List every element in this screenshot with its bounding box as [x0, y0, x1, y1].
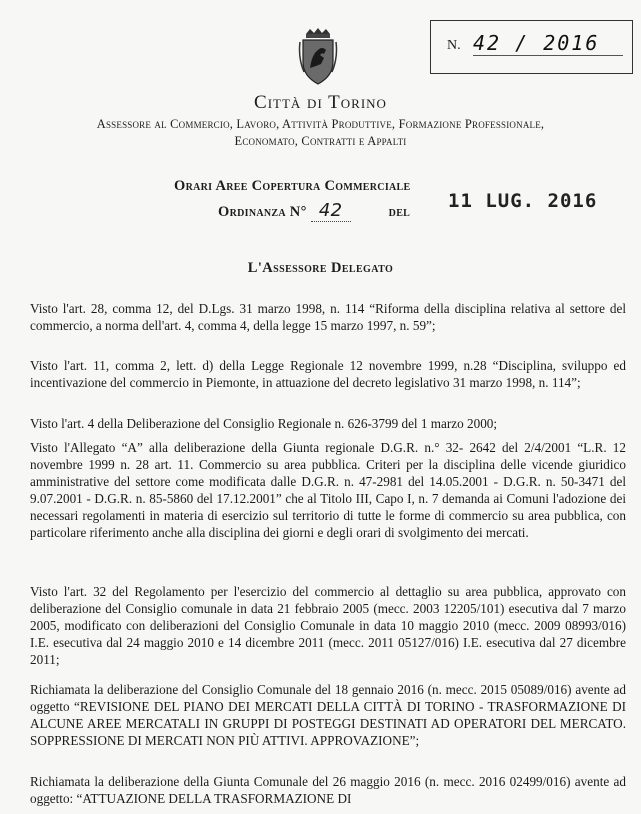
- city-crest-icon: [298, 28, 338, 86]
- number-value: 42 / 2016: [473, 31, 623, 56]
- department-line-2: Economato, Contratti e Appalti: [234, 134, 407, 148]
- section-heading: L'Assessore Delegato: [247, 260, 394, 276]
- paragraph: Visto l'art. 11, comma 2, lett. d) della Legge Regionale 12 novembre 1999, n.28 “Disciplina, sviluppo ed incentivazione del commercio in Piemonte, in attuazione del decreto legislativo 31 marzo 1998, n. 114”;: [30, 358, 626, 390]
- paragraph: Richiamata la deliberazione del Consiglio Comunale del 18 gennaio 2016 (n. mecc. 2015 05089/016) avente ad oggetto “REVISIONE DEL PIANO DEI MERCATI DELLA CITTÀ DI TORINO - TRASFORMAZIONE DI ALCUNE AREE MERCATALI IN GRUPPI DI POSTEGGI DESTINATI AD OPERATORI DEL MERCATO. SOPPRESSIONE DI MERCATI NON PIÙ ATTIVI. APPROVAZIONE”;: [30, 682, 626, 748]
- paragraph: Visto l'art. 4 della Deliberazione del Consiglio Regionale n. 626-3799 del 1 marzo 2000;: [30, 416, 498, 431]
- paragraph: Richiamata la deliberazione della Giunta Comunale del 26 maggio 2016 (n. mecc. 2016 02499/016) avente ad oggetto: “ATTUAZIONE DELLA TRASFORMAZIONE DI: [30, 774, 626, 806]
- paragraph: Visto l'art. 28, comma 12, del D.Lgs. 31 marzo 1998, n. 114 “Riforma della disciplina relativa al settore del commercio, a norma dell'art. 4, comma 4, della legge 15 marzo 1997, n. 59”;: [30, 301, 626, 333]
- ordinanza-number: 42: [311, 200, 351, 222]
- ordinanza-label: Ordinanza N°: [218, 204, 307, 220]
- department-line-1: Assessore al Commercio, Lavoro, Attività Produttive, Formazione Professionale,: [96, 117, 545, 131]
- del-label: del: [388, 204, 411, 220]
- number-label: N.: [447, 38, 461, 53]
- ordinanza-line: [218, 200, 410, 222]
- document-subject: Orari Aree Copertura Commerciale: [174, 178, 411, 194]
- paragraph: Visto l'Allegato “A” alla deliberazione della Giunta regionale D.G.R. n.° 32- 2642 del 2/4/2001 “L.R. 12 novembre 1999 n. 28 art. 11. Commercio su area pubblica. Criteri per la disciplina delle vicende giuridico amministrative del settore come modificata dalle D.G.R. n. 47-2981 del 14.05.2001 - D.G.R. n. 50-3471 del 9.07.2001 - D.G.R. n. 85-5860 del 17.12.2001” che al Titolo III, Capo I, n. 7 demanda ai Comuni l'adozione dei necessari regolamenti in materia di esercizio sul territorio di tutte le forme di commercio su area pubblica, con particolare riferimento anche alla disciplina dei giorni e degli orari di svolgimento dei mercati.: [30, 440, 626, 540]
- date-stamp: 11 LUG. 2016: [448, 190, 598, 212]
- paragraph: Visto l'art. 32 del Regolamento per l'esercizio del commercio al dettaglio su area pubblica, approvato con deliberazione del Consiglio comunale in data 21 febbraio 2005 (mecc. 2003 12205/101) esecutiva dal 7 marzo 2005, modificato con deliberazioni del Consiglio Comunale in data 10 maggio 2010 (mecc. 2009 08993/016) I.E. esecutiva dal 24 maggio 2010 e 14 dicembre 2011 (mecc. 2011 05127/016) I.E. esecutiva dal 27 dicembre 2011;: [30, 584, 626, 667]
- city-name: Città di Torino: [254, 92, 387, 113]
- protocol-number-box: [430, 20, 633, 74]
